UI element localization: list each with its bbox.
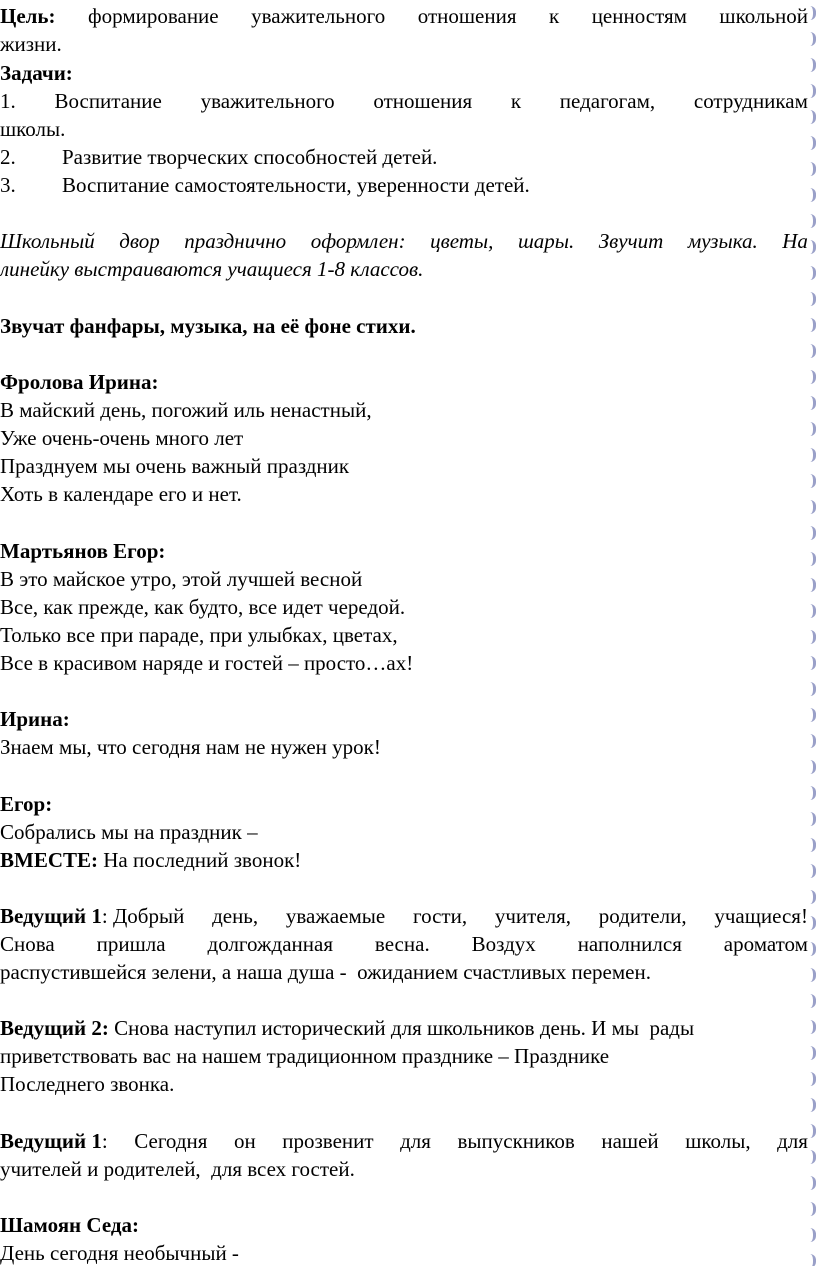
edge-mark — [809, 1228, 816, 1242]
host1-label: Ведущий 1 — [0, 904, 102, 928]
edge-mark — [809, 500, 816, 514]
edge-mark — [809, 1176, 816, 1190]
edge-mark — [809, 1150, 816, 1164]
speaker-irina: Ирина: — [0, 707, 70, 731]
speaker-shamoyan: Шамоян Седа: — [0, 1213, 139, 1237]
edge-mark — [809, 136, 816, 150]
edge-mark — [809, 994, 816, 1008]
goal-label: Цель: — [0, 4, 56, 28]
edge-mark — [809, 734, 816, 748]
edge-mark — [809, 448, 816, 462]
edge-mark — [809, 110, 816, 124]
task-item-2: 2. Развитие творческих способностей детей. — [0, 145, 438, 169]
verse-line: В это майское утро, этой лучшей весной — [0, 567, 363, 591]
edge-mark — [809, 838, 816, 852]
edge-mark — [809, 682, 816, 696]
stage-direction: Школьный двор празднично оформлен: цветы, шары. Звучит музыка. На — [0, 229, 808, 253]
host2-line-2: приветствовать вас на нашем традиционном празднике – Празднике — [0, 1044, 610, 1068]
speaker-egor: Егор: — [0, 792, 53, 816]
edge-mark — [809, 864, 816, 878]
verse-line: Уже очень-очень много лет — [0, 426, 244, 450]
edge-mark — [809, 318, 816, 332]
fanfare-heading: Звучат фанфары, музыка, на её фоне стихи. — [0, 314, 416, 338]
edge-mark — [809, 1202, 816, 1216]
verse-line: Все в красивом наряде и гостей – просто…ах! — [0, 651, 414, 675]
edge-mark — [809, 6, 816, 20]
tasks-heading: Задачи: — [0, 61, 73, 85]
edge-mark — [809, 474, 816, 488]
edge-mark — [809, 578, 816, 592]
task-item-1: 1. Воспитание уважительного отношения к педагогам, сотрудникам — [0, 89, 808, 113]
edge-mark — [809, 266, 816, 280]
edge-mark — [809, 812, 816, 826]
edge-mark — [809, 760, 816, 774]
edge-mark — [809, 552, 816, 566]
edge-mark — [809, 942, 816, 956]
edge-mark — [809, 630, 816, 644]
edge-mark — [809, 1254, 816, 1266]
edge-mark — [809, 370, 816, 384]
edge-mark — [809, 526, 816, 540]
edge-mark — [809, 188, 816, 202]
speaker-frolova: Фролова Ирина: — [0, 370, 159, 394]
host1-second-line-2: учителей и родителей, для всех гостей. — [0, 1157, 355, 1181]
goal-line: Цель: формирование уважительного отношения к ценностям школьной — [0, 4, 808, 28]
host1-second-line: Ведущий 1: Сегодня он прозвенит для выпускников нашей школы, для — [0, 1129, 808, 1153]
edge-mark — [809, 1046, 816, 1060]
speaker-martyanov: Мартьянов Егор: — [0, 539, 166, 563]
verse-line: Собрались мы на праздник – — [0, 820, 258, 844]
edge-mark — [809, 84, 816, 98]
edge-mark — [809, 604, 816, 618]
task-number: 1. — [0, 89, 16, 113]
edge-mark — [809, 1124, 816, 1138]
edge-mark — [809, 708, 816, 722]
verse-line: Знаем мы, что сегодня нам не нужен урок! — [0, 735, 381, 759]
edge-mark — [809, 1098, 816, 1112]
verse-line: Все, как прежде, как будто, все идет чередой. — [0, 595, 406, 619]
edge-mark — [809, 396, 816, 410]
together-line: ВМЕСТЕ: На последний звонок! — [0, 848, 302, 872]
page-edge-binding-decoration — [808, 0, 816, 1266]
host2-line-3: Последнего звонка. — [0, 1072, 175, 1096]
host1-line-2: Снова пришла долгожданная весна. Воздух наполнился ароматом — [0, 932, 808, 956]
host1-line: Ведущий 1: Добрый день, уважаемые гости, учителя, родители, учащиеся! — [0, 904, 808, 928]
stage-direction-continuation: линейку выстраиваются учащиеся 1-8 классов. — [0, 257, 424, 281]
verse-line: Только все при параде, при улыбках, цветах, — [0, 623, 398, 647]
edge-mark — [809, 656, 816, 670]
edge-mark — [809, 786, 816, 800]
edge-mark — [809, 292, 816, 306]
edge-mark — [809, 58, 816, 72]
goal-continuation: жизни. — [0, 32, 62, 56]
verse-line: Празднуем мы очень важный праздник — [0, 454, 350, 478]
verse-line: Хоть в календаре его и нет. — [0, 482, 242, 506]
host1-label: Ведущий 1 — [0, 1129, 102, 1153]
edge-mark — [809, 1020, 816, 1034]
edge-mark — [809, 422, 816, 436]
edge-mark — [809, 344, 816, 358]
edge-mark — [809, 214, 816, 228]
edge-mark — [809, 968, 816, 982]
verse-line: День сегодня необычный - — [0, 1241, 239, 1265]
host2-line: Ведущий 2: Снова наступил исторический для школьников день. И мы рады — [0, 1016, 695, 1040]
edge-mark — [809, 162, 816, 176]
task-item-3: 3. Воспитание самостоятельности, уверенности детей. — [0, 173, 530, 197]
edge-mark — [809, 890, 816, 904]
task-item-1-continuation: школы. — [0, 117, 66, 141]
edge-mark — [809, 240, 816, 254]
edge-mark — [809, 1072, 816, 1086]
host1-line-3: распустившейся зелени, а наша душа - ожиданием счастливых перемен. — [0, 960, 651, 984]
edge-mark — [809, 32, 816, 46]
host2-label: Ведущий 2: — [0, 1016, 109, 1040]
verse-line: В майский день, погожий иль ненастный, — [0, 398, 372, 422]
edge-mark — [809, 916, 816, 930]
